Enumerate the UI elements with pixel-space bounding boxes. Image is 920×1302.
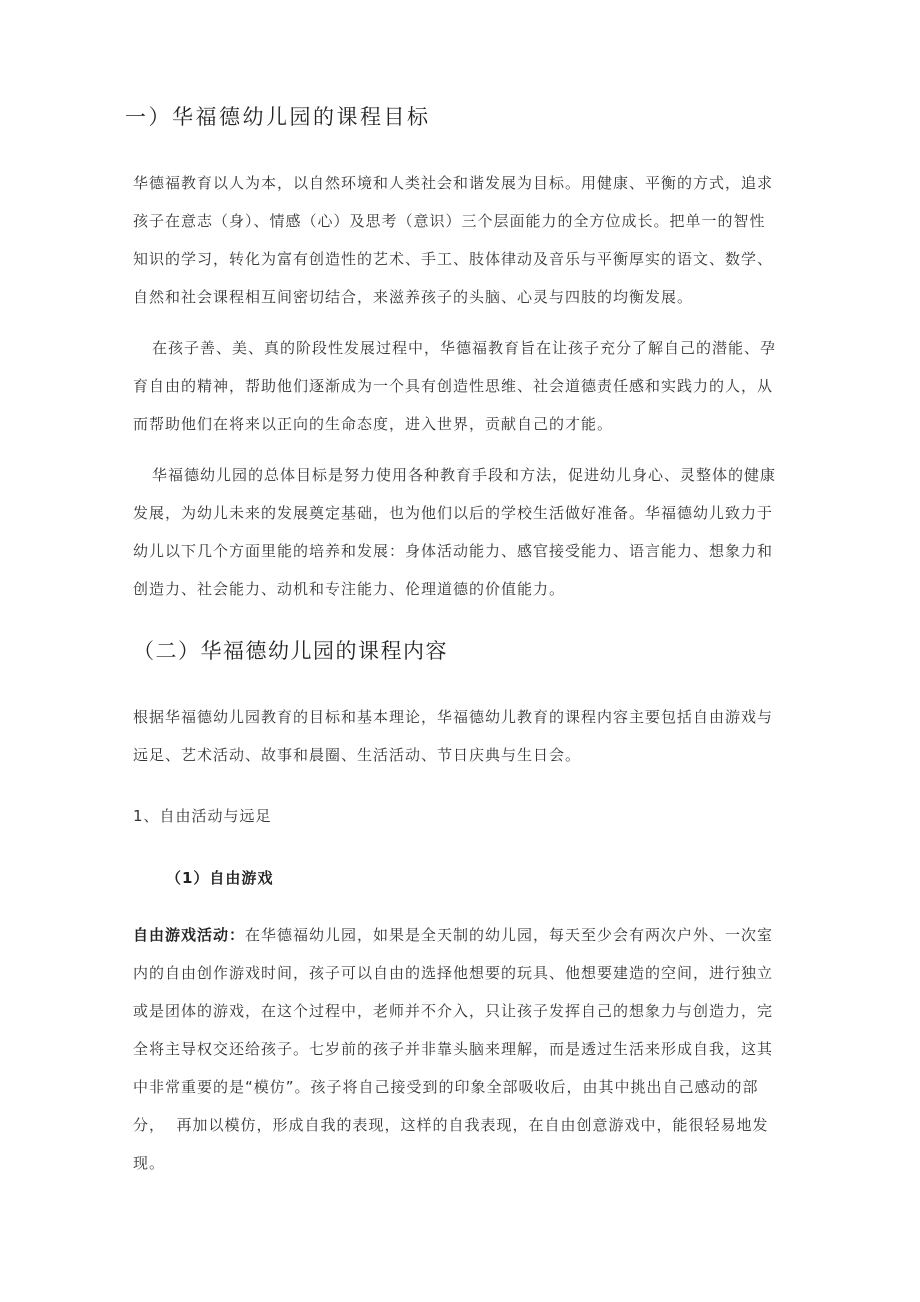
text-line: 华德福教育以人为本，以自然环境和人类社会和谐发展为目标。用健康、平衡的方式，追求 — [133, 174, 774, 192]
text-line: 知识的学习，转化为富有创造性的艺术、手工、肢体律动及音乐与平衡厚实的语文、数学、 — [133, 250, 774, 268]
list-item-heading: 1、自由活动与远足 — [133, 807, 272, 825]
text-line: 分， 再加以模仿，形成自我的表现，这样的自我表现，在自由创意游戏中，能很轻易地发 — [133, 1116, 769, 1134]
text-line: 在孩子善、美、真的阶段性发展过程中，华德福教育旨在让孩子充分了解自己的潜能、孕 — [152, 339, 777, 357]
text-line: 自然和社会课程相互间密切结合，来滋养孩子的头脑、心灵与四肢的均衡发展。 — [133, 288, 694, 306]
text-line: 而帮助他们在将来以正向的生命态度，进入世界，贡献自己的才能。 — [133, 415, 614, 433]
text-line — [133, 924, 773, 946]
text-line: 孩子在意志（身）、情感（心）及思考（意识）三个层面能力的全方位成长。把单一的智性 — [133, 212, 766, 230]
text-line: 全将主导权交还给孩子。七岁前的孩子并非靠头脑来理解，而是透过生活来形成自我，这其 — [133, 1040, 774, 1058]
text-line: 或是团体的游戏，在这个过程中，老师并不介入，只让孩子发挥自己的想象力与创造力，完 — [133, 1002, 774, 1020]
text-line: 发展，为幼儿未来的发展奠定基础，也为他们以后的学校生活做好准备。华福德幼儿致力于 — [133, 504, 774, 522]
text-line: 育自由的精神，帮助他们逐渐成为一个具有创造性思维、社会道德责任感和实践力的人，从 — [133, 377, 774, 395]
text-line: 根据华福德幼儿园教育的目标和基本理论，华福德幼儿教育的课程内容主要包括自由游戏与 — [133, 708, 774, 726]
text-line: 幼儿以下几个方面里能的培养和发展：身体活动能力、感官接受能力、语言能力、想象力和 — [133, 542, 774, 560]
text-line: 现。 — [133, 1154, 166, 1172]
sub-item-heading: （1）自由游戏 — [166, 869, 274, 887]
text-line: 创造力、社会能力、动机和专注能力、伦理道德的价值能力。 — [133, 580, 566, 598]
bold-lead: 自由游戏活动： — [133, 926, 246, 944]
heading-course-content: （二）华福德幼儿园的课程内容 — [133, 639, 448, 663]
text-line: 内的自由创作游戏时间，孩子可以自由的选择他想要的玩具、他想要建造的空间，进行独立 — [133, 964, 774, 982]
text: 在华德福幼儿园，如果是全天制的幼儿园，每天至少会有两次户外、一次室 — [245, 926, 774, 944]
heading-course-goals: 一）华福德幼儿园的课程目标 — [125, 105, 431, 129]
text-line: 中非常重要的是“模仿”。孩子将自己接受到的印象全部吸收后，由其中挑出自己感动的部 — [133, 1078, 759, 1096]
text-line: 华福德幼儿园的总体目标是努力使用各种教育手段和方法，促进幼儿身心、灵整体的健康 — [152, 466, 777, 484]
text-line: 远足、艺术活动、故事和晨圈、生活活动、节日庆典与生日会。 — [133, 746, 582, 764]
